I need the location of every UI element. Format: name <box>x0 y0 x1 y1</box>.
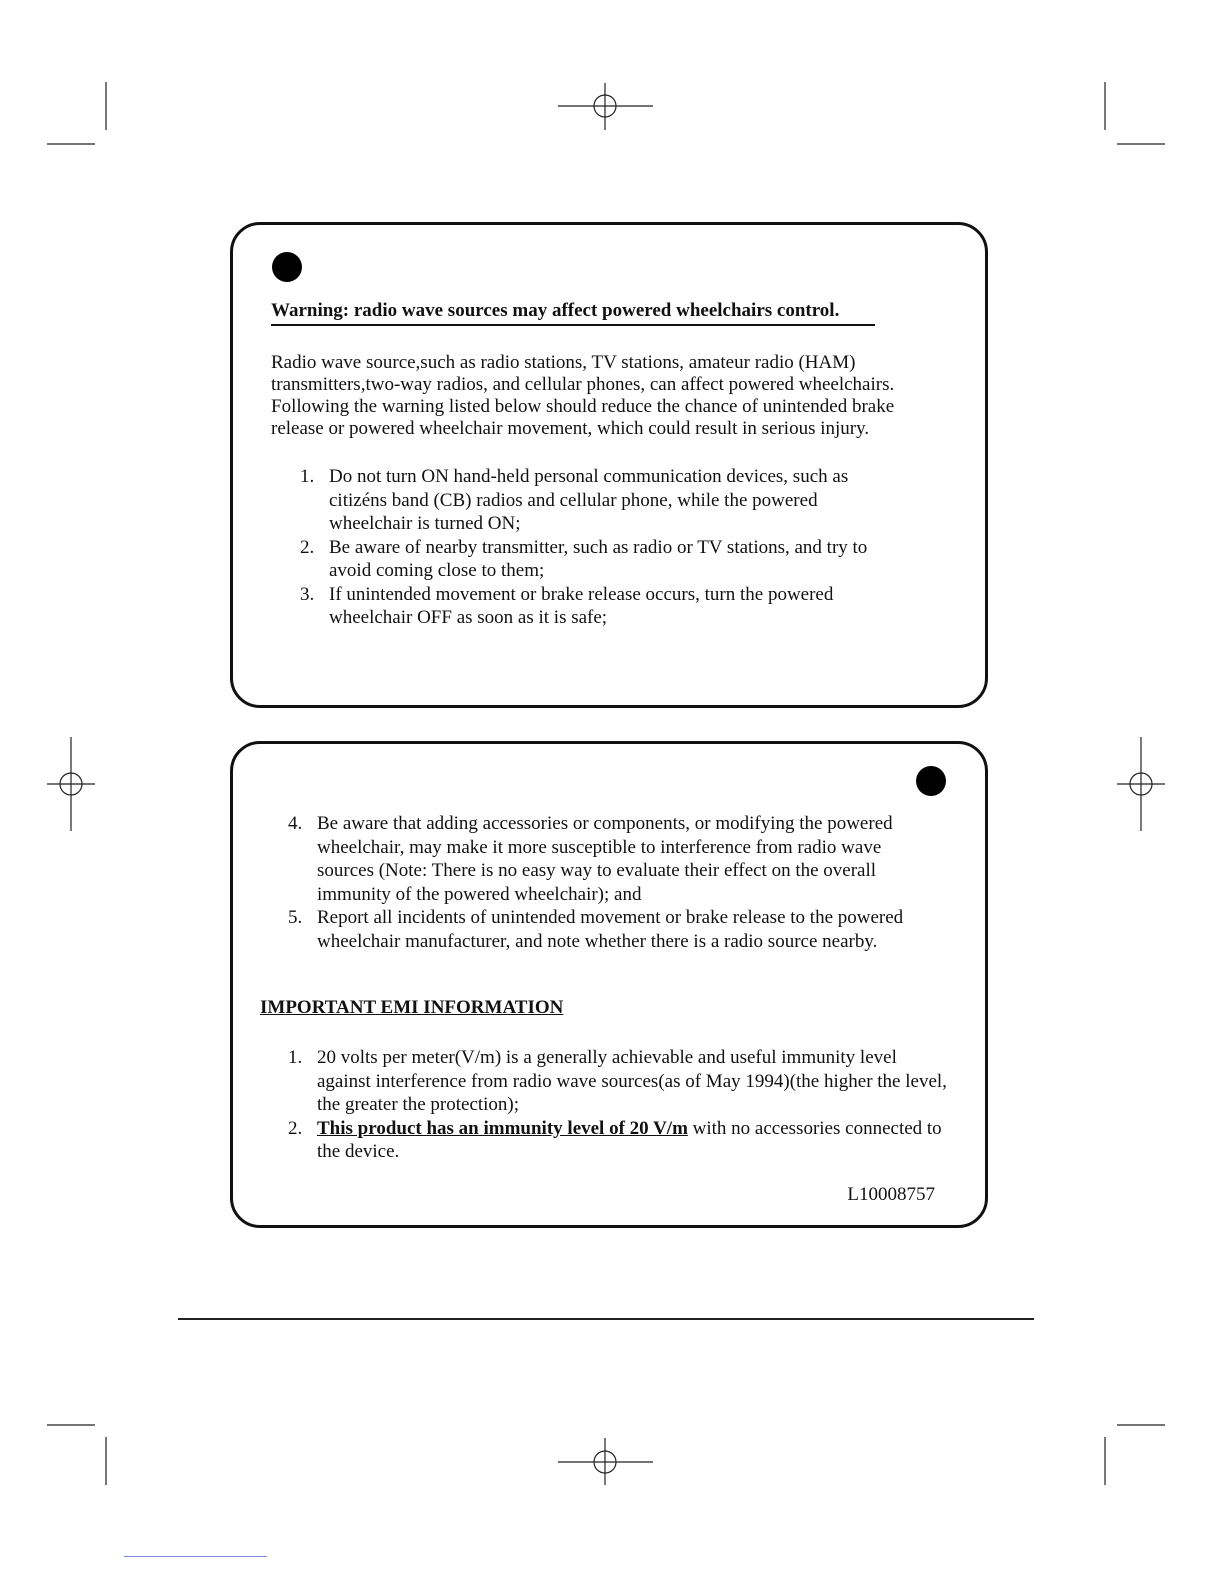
list-item: 2. This product has an immunity level of 20 V/m with no accessories connected to the device. <box>288 1117 942 1162</box>
label-code: L10008757 <box>847 1184 935 1205</box>
emi-list <box>288 1046 948 1164</box>
list-item: 1. 20 volts per meter(V/m) is a generally achievable and useful immunity level against interference from radio wave sources(as of May 1994)(the higher the level, the greater the protection); <box>288 1047 947 1115</box>
warning-intro: Radio wave source,such as radio stations, TV stations, amateur radio (HAM) transmitters,two-way radios, and cellular phones, can affect powered wheelchairs. Following the warning listed below should reduce the chance of unintended brake release or powered wheelchair movement, which could result in serious injury. <box>271 352 895 439</box>
footer-link-underline <box>124 1556 267 1557</box>
list-item: 1. Do not turn ON hand-held personal communication devices, such as citizéns band (CB) radios and cellular phone, while the powered wheelchair is turned ON; <box>300 466 849 534</box>
warning-panel <box>230 222 988 708</box>
list-item: 5. Report all incidents of unintended movement or brake release to the powered wheelchair manufacturer, and note whether there is a radio source nearby. <box>288 907 904 952</box>
list-item: 4. Be aware that adding accessories or components, or modifying the powered wheelchair, may make it more susceptible to interference from radio wave sources (Note: There is no easy way to evaluate their effect on the overall immunity of the powered wheelchair); and <box>288 813 893 905</box>
continued-panel <box>230 741 988 1228</box>
bullet-dot-icon <box>272 252 302 282</box>
continued-warning-list <box>288 812 928 953</box>
bullet-dot-icon <box>916 766 946 796</box>
list-item: 3. If unintended movement or brake release occurs, turn the powered wheelchair OFF as soon as it is safe; <box>300 583 834 628</box>
footer-rule <box>178 1318 1034 1320</box>
warning-list <box>300 465 900 630</box>
emi-heading: IMPORTANT EMI INFORMATION <box>260 997 564 1018</box>
immunity-statement: This product has an immunity level of 20 V/m <box>317 1117 688 1139</box>
list-item: 2. Be aware of nearby transmitter, such as radio or TV stations, and try to avoid coming close to them; <box>300 536 868 581</box>
warning-title: Warning: radio wave sources may affect powered wheelchairs control. <box>271 300 875 326</box>
